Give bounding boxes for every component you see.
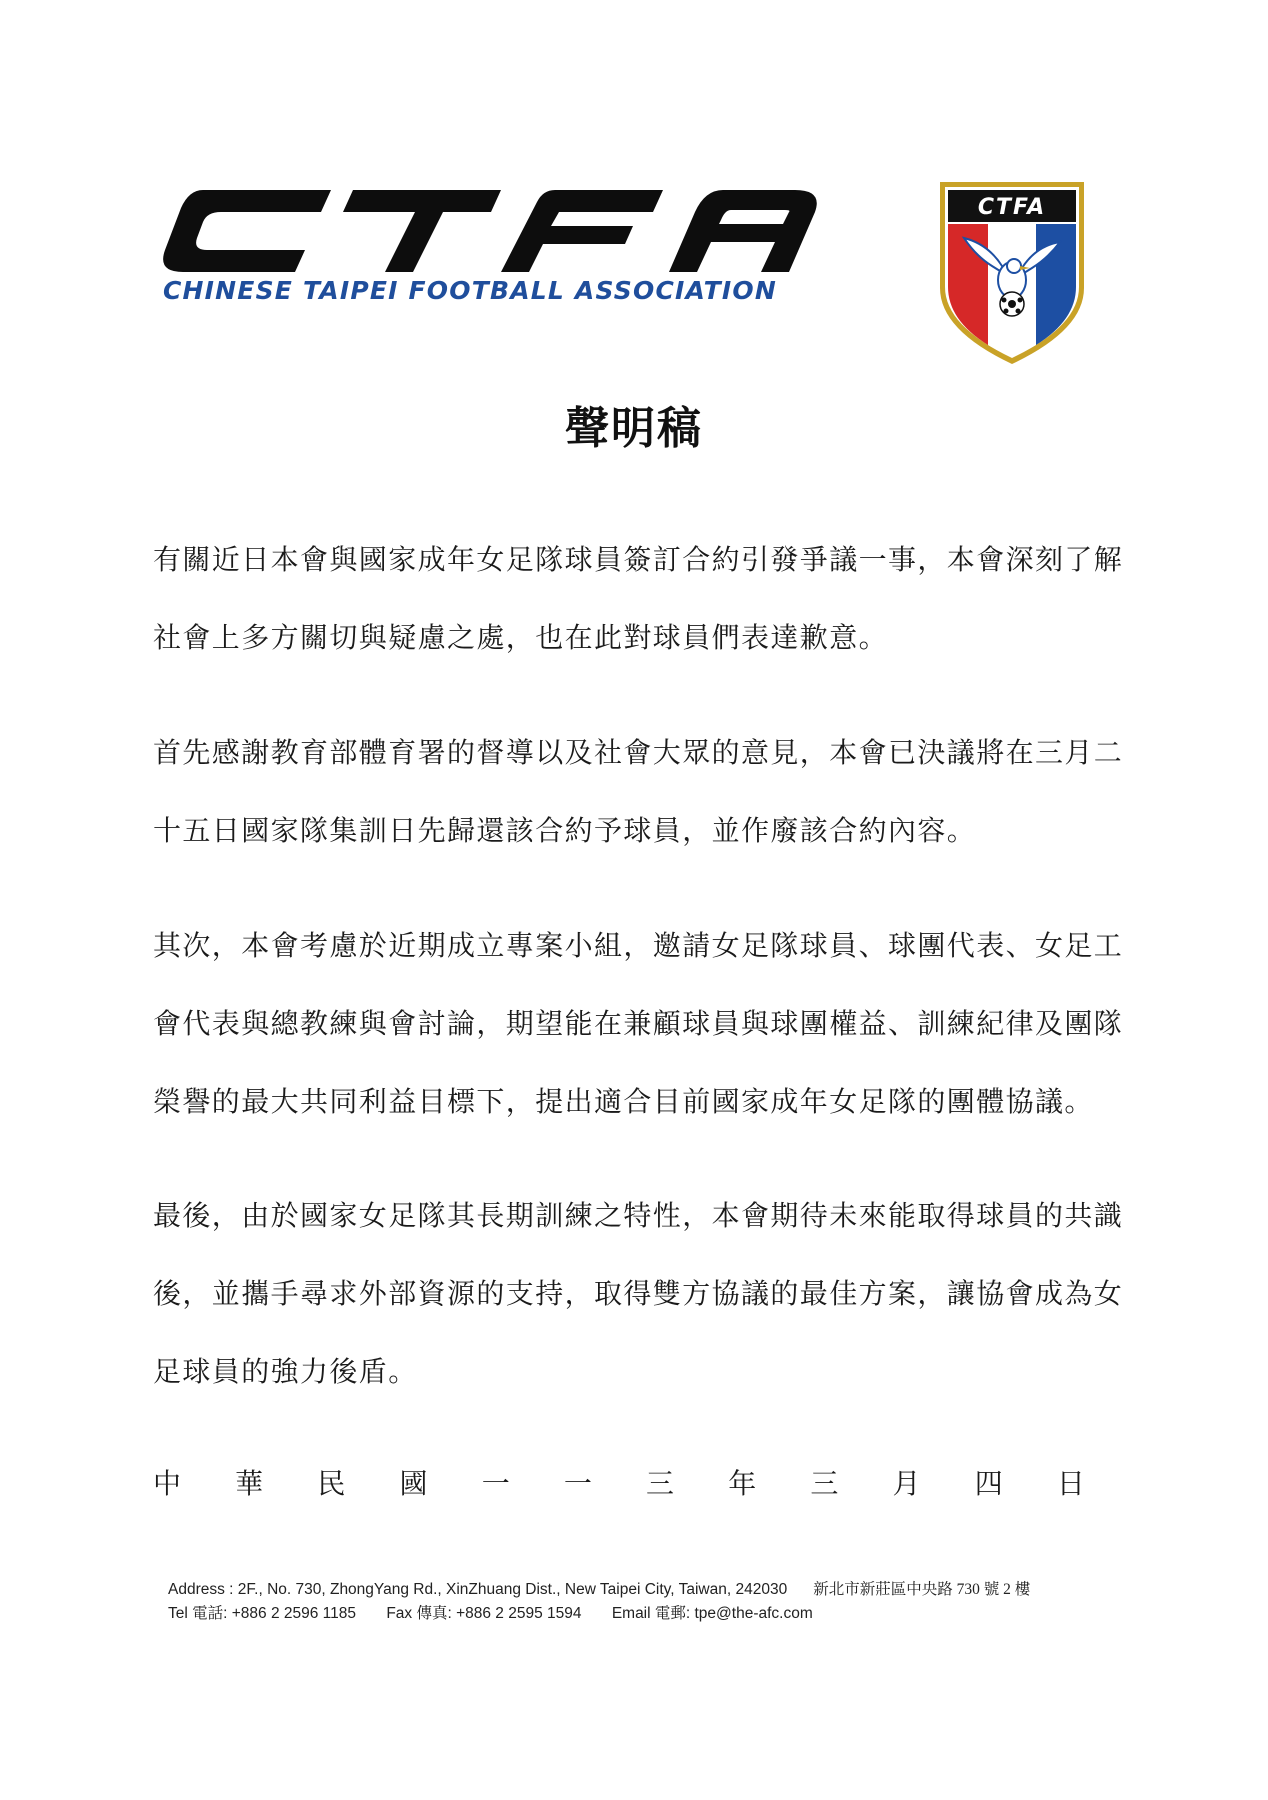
paragraph-line: 有關近日本會與國家成年女足隊球員簽訂合約引發爭議一事，本會深刻了解 [153, 543, 1124, 576]
date-char: 一 [481, 1467, 510, 1500]
ctfa-crest-logo [936, 180, 1088, 366]
paragraph-1 [153, 521, 1124, 677]
paragraph-3 [153, 907, 1124, 1141]
paragraph-2 [153, 714, 1124, 870]
date-char: 三 [646, 1467, 675, 1500]
tel: Tel 電話: +886 2 2596 1185 [168, 1605, 356, 1622]
date-char: 中 [153, 1467, 182, 1500]
page-title: 聲明稿 [565, 403, 703, 454]
paragraph-line: 其次，本會考慮於近期成立專案小組，邀請女足隊球員、球團代表、女足工 [153, 929, 1124, 962]
paragraph-line: 最後，由於國家女足隊其長期訓練之特性，本會期待未來能取得球員的共識 [153, 1199, 1124, 1232]
date-line [153, 1462, 1085, 1502]
date-char: 月 [892, 1467, 921, 1500]
address-zh: 新北市新莊區中央路 730 號 2 樓 [813, 1581, 1031, 1598]
paragraph-line: 十五日國家隊集訓日先歸還該合約予球員，並作廢該合約內容。 [153, 814, 977, 847]
footer-contact-line [168, 1602, 1030, 1626]
date-char: 四 [974, 1467, 1003, 1500]
paragraph-line: 首先感謝教育部體育署的督導以及社會大眾的意見，本會已決議將在三月二 [153, 736, 1124, 769]
ctfa-letters-graphic [163, 190, 818, 272]
email-link[interactable]: Email 電郵: tpe@the-afc.com [611, 1605, 813, 1622]
ctfa-wordmark-logo [163, 190, 818, 308]
crest-text: CTFA [977, 195, 1047, 220]
paragraph-line: 社會上多方關切與疑慮之處，也在此對球員們表達歉意。 [153, 621, 889, 654]
date-char: 國 [399, 1467, 428, 1500]
date-char: 華 [235, 1467, 264, 1500]
date-char: 民 [317, 1467, 346, 1500]
date-char: 一 [563, 1467, 592, 1500]
association-name: CHINESE TAIPEI FOOTBALL ASSOCIATION [163, 276, 777, 305]
paragraph-line: 後，並攜手尋求外部資源的支持，取得雙方協議的最佳方案，讓協會成為女 [153, 1277, 1124, 1310]
date-char: 日 [1056, 1467, 1085, 1500]
paragraph-4 [153, 1177, 1124, 1411]
paragraph-line: 足球員的強力後盾。 [153, 1355, 418, 1388]
footer-address-line [168, 1578, 1030, 1602]
crest-shield-icon [936, 180, 1088, 366]
footer-contact [168, 1578, 1030, 1626]
paragraph-line: 榮譽的最大共同利益目標下，提出適合目前國家成年女足隊的團體協議。 [153, 1085, 1094, 1118]
date-char: 年 [728, 1467, 757, 1500]
fax: Fax 傳真: +886 2 2595 1594 [386, 1605, 582, 1622]
address-en: Address : 2F., No. 730, ZhongYang Rd., XinZhuang Dist., New Taipei City, Taiwan, 242030 [168, 1581, 788, 1598]
paragraph-line: 會代表與總教練與會討論，期望能在兼顧球員與球團權益、訓練紀律及團隊 [153, 1007, 1124, 1040]
date-char: 三 [810, 1467, 839, 1500]
